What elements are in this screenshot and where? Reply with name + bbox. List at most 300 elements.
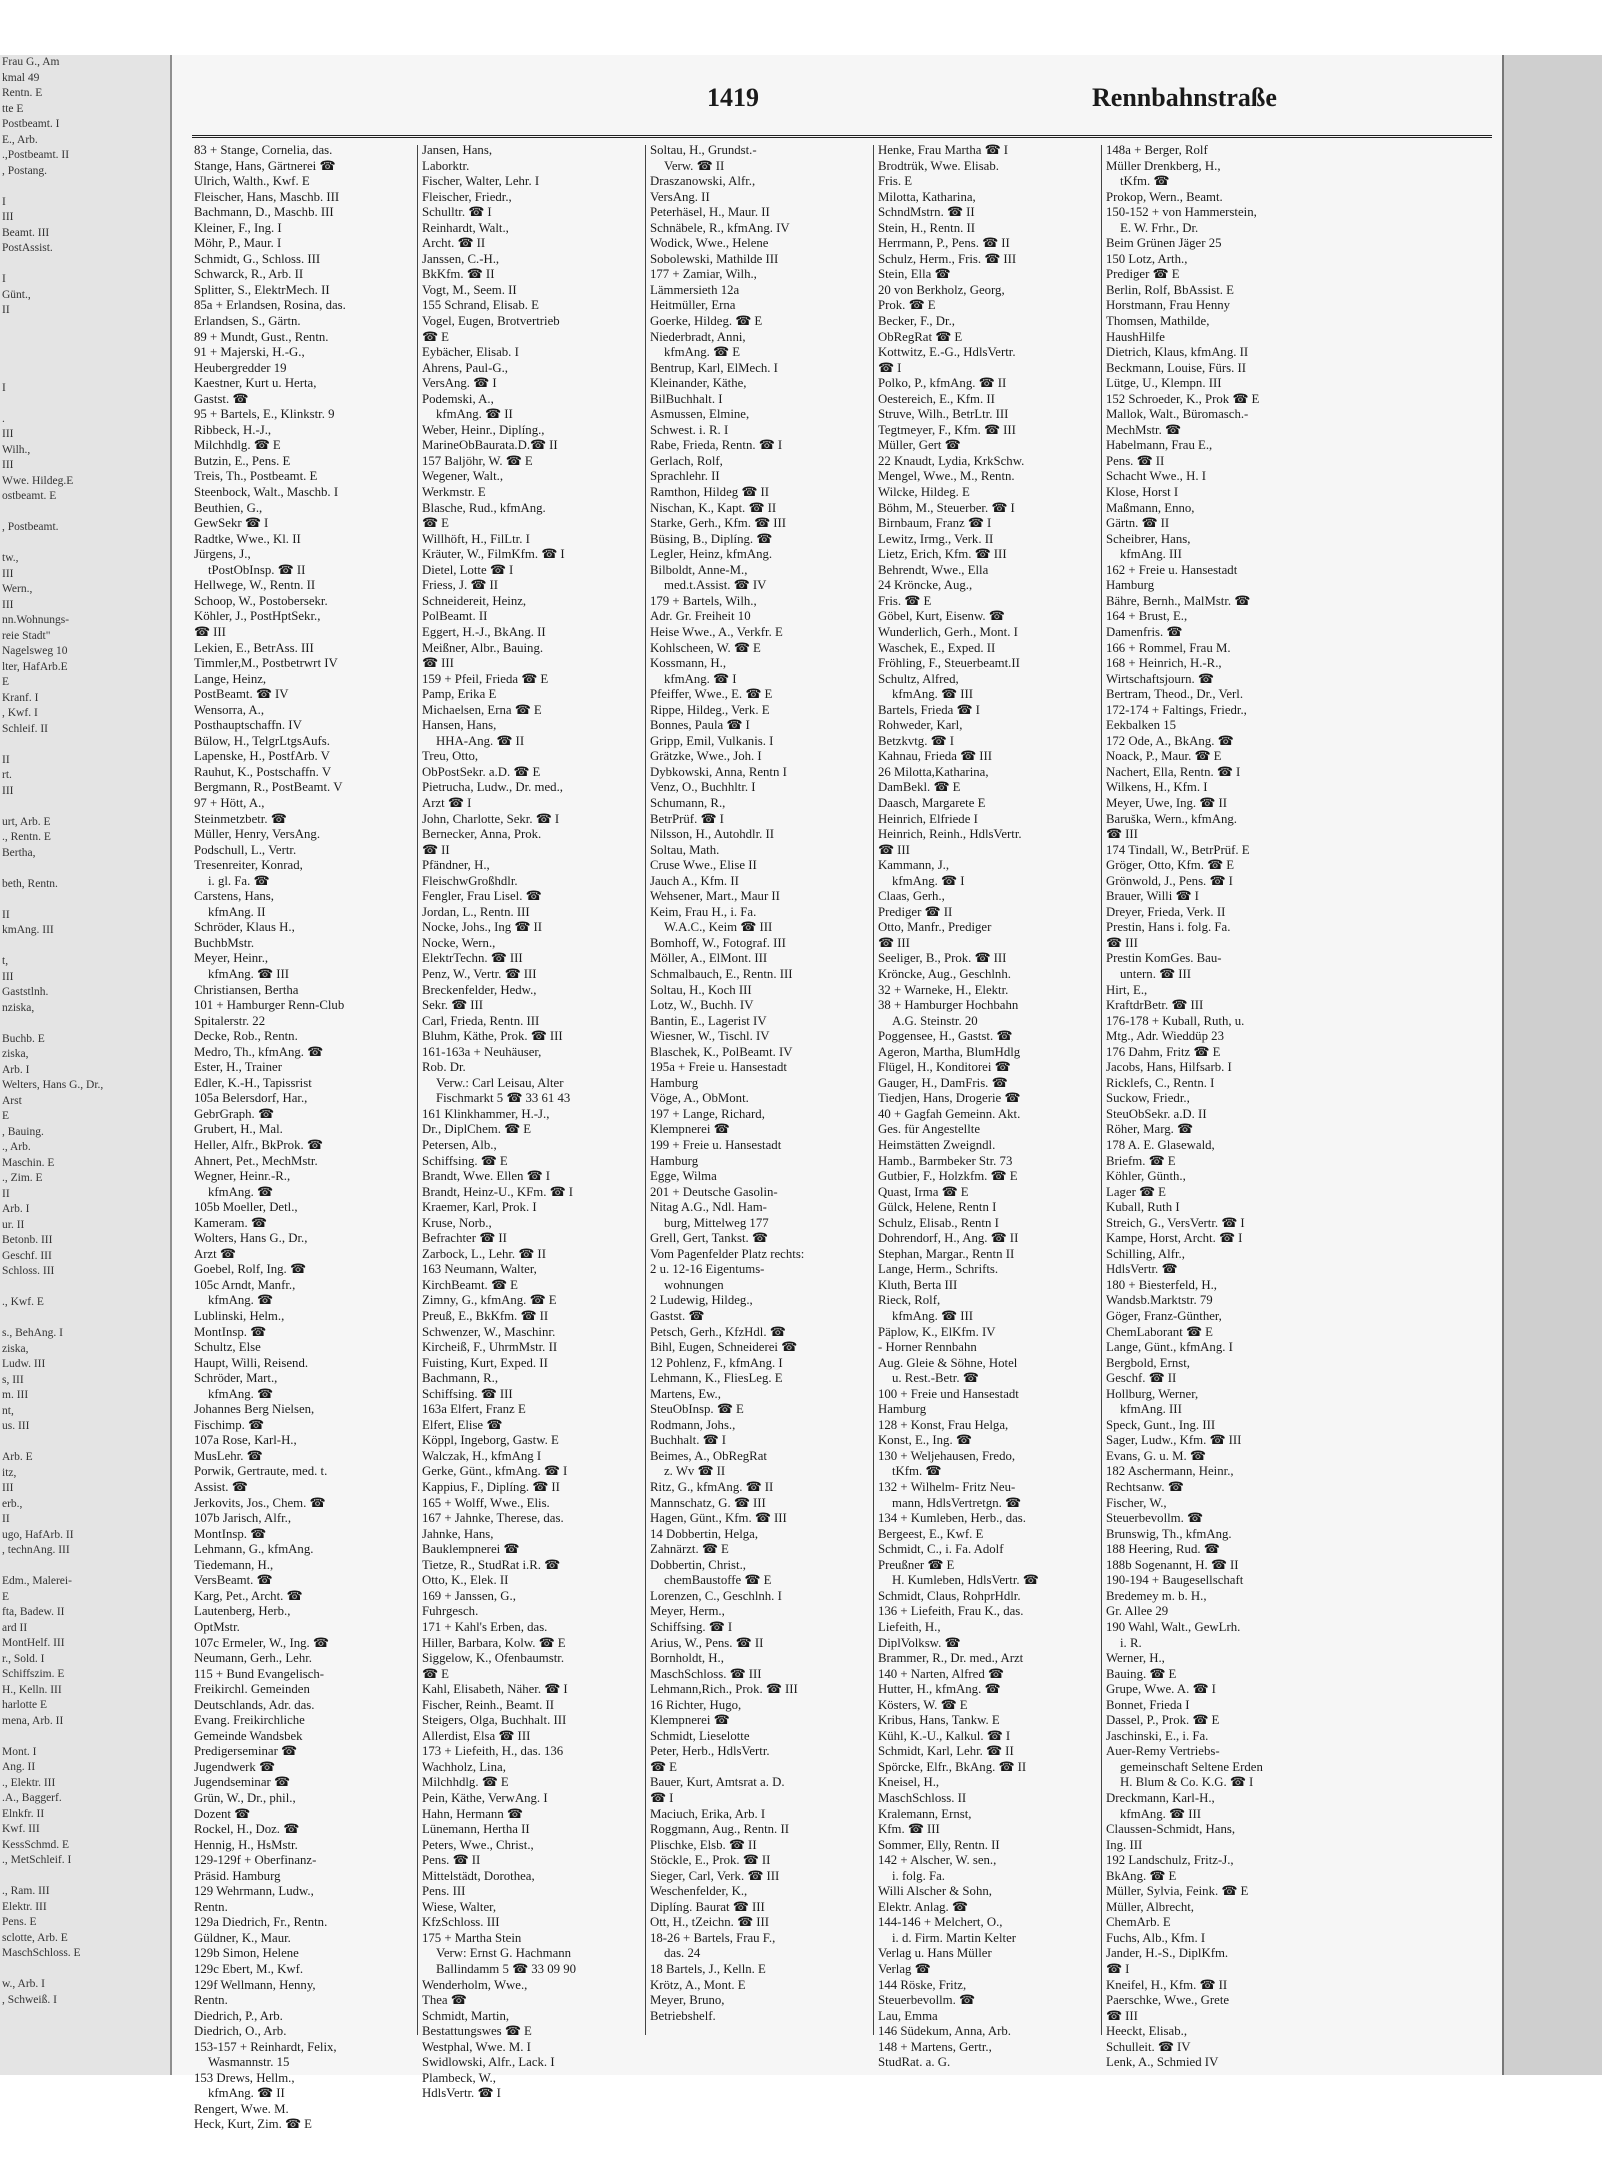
- directory-entry: 95 + Bartels, E., Klinkstr. 9: [194, 407, 335, 422]
- directory-entry: Stöckle, E., Prok. ☎ II: [650, 1853, 771, 1868]
- directory-entry: Heck, Kurt, Zim. ☎ E: [194, 2117, 312, 2132]
- directory-entry: Kleinander, Käthe,: [650, 376, 747, 391]
- directory-entry: Bauer, Kurt, Amtsrat a. D.: [650, 1775, 785, 1790]
- directory-entry: Prok. ☎ E: [878, 298, 936, 313]
- directory-entry: VersAng. ☎ I: [422, 376, 497, 391]
- book-edge: [1502, 55, 1602, 2075]
- directory-entry: Reinhardt, Walt.,: [422, 220, 509, 235]
- directory-entry: 152 Schroeder, K., Prok ☎ E: [1106, 391, 1260, 406]
- directory-entry: Scheibrer, Hans,: [1106, 531, 1191, 546]
- directory-entry: Böhm, M., Steuerber. ☎ I: [878, 500, 1015, 515]
- directory-entry: ObRegRat ☎ E: [878, 329, 963, 344]
- directory-entry: Hiller, Barbara, Kolw. ☎ E: [422, 1635, 566, 1650]
- directory-entry: Noack, P., Maur. ☎ E: [1106, 749, 1222, 764]
- directory-entry: Bilboldt, Anne-M.,: [650, 562, 748, 577]
- directory-entry: Jugendseminar ☎: [194, 1775, 290, 1790]
- left-page-line: s, III: [2, 1373, 24, 1386]
- left-page-line: [0, 350, 170, 366]
- directory-entry: Waschek, E., Exped. II: [878, 640, 996, 655]
- directory-entry: Butzin, E., Pens. E: [194, 453, 291, 468]
- directory-entry: Sekr. ☎ III: [422, 998, 484, 1013]
- directory-entry: FleischwGroßhdlr.: [422, 873, 518, 888]
- directory-entry: Köhler, Günth.,: [1106, 1169, 1186, 1184]
- directory-entry: 201 + Deutsche Gasolin-: [650, 1184, 778, 1199]
- directory-entry: Verlag u. Hans Müller: [878, 1946, 992, 1961]
- directory-entry: Streich, G., VersVertr. ☎ I: [1106, 1215, 1245, 1230]
- directory-entry: BuchbMstr.: [194, 935, 255, 950]
- directory-entry: Podemski, A.,: [422, 391, 494, 406]
- directory-entry: tKfm. ☎: [892, 1464, 942, 1479]
- directory-entry: Schnäbele, R., kfmAng. IV: [650, 220, 790, 235]
- directory-entry: Beimes, A., ObRegRat: [650, 1448, 767, 1463]
- left-page-line: kmal 49: [2, 71, 40, 84]
- directory-entry: Bertram, Theod., Dr., Verl.: [1106, 687, 1244, 702]
- directory-entry: Hamburg: [1106, 578, 1155, 593]
- directory-entry: 195a + Freie u. Hansestadt: [650, 1060, 787, 1075]
- directory-entry: W.A.C., Keim ☎ III: [664, 920, 773, 935]
- directory-entry: Behrendt, Wwe., Ella: [878, 562, 989, 577]
- directory-entry: Brandt, Heinz-U., KFm. ☎ I: [422, 1184, 573, 1199]
- directory-entry: Ribbeck, H.-J.,: [194, 422, 272, 437]
- directory-entry: Otto, Manfr., Prediger: [878, 920, 992, 935]
- directory-entry: 16 Richter, Hugo,: [650, 1697, 742, 1712]
- directory-entry: Haupt, Willi, Reisend.: [194, 1355, 309, 1370]
- directory-entry: Göger, Franz-Günther,: [1106, 1309, 1222, 1324]
- directory-entry: Pamp, Erika E: [422, 687, 497, 702]
- left-page-line: [0, 892, 170, 908]
- directory-entry: Heubergredder 19: [194, 360, 287, 375]
- directory-entry: Schmidt, Lieselotte: [650, 1728, 750, 1743]
- directory-entry: Fröhling, F., Steuerbeamt.II: [878, 656, 1020, 671]
- directory-entry: Sager, Ludw., Kfm. ☎ III: [1106, 1433, 1242, 1448]
- directory-entry: Wilkens, H., Kfm. I: [1106, 780, 1208, 795]
- directory-entry: Nachert, Ella, Rentn. ☎ I: [1106, 764, 1241, 779]
- left-page-line: I: [2, 195, 6, 208]
- directory-entry: Ageron, Martha, BlumHdlg: [878, 1044, 1021, 1059]
- directory-entry: Horstmann, Frau Henny: [1106, 298, 1231, 313]
- directory-entry: Sommer, Elly, Rentn. II: [878, 1837, 1000, 1852]
- directory-entry: PostBeamt. ☎ IV: [194, 687, 289, 702]
- directory-entry: Pietrucha, Ludw., Dr. med.,: [422, 780, 563, 795]
- directory-entry: Suckow, Friedr.,: [1106, 1091, 1190, 1106]
- directory-entry: GewSekr ☎ I: [194, 516, 269, 531]
- directory-entry: Schmidt, Martin,: [422, 2008, 510, 2023]
- directory-entry: Wenderholm, Wwe.,: [422, 1977, 528, 1992]
- directory-entry: Kneisel, H.,: [878, 1775, 940, 1790]
- directory-entry: Güldner, K., Maur.: [194, 1930, 291, 1945]
- directory-entry: Zahnärzt. ☎ E: [650, 1542, 729, 1557]
- left-page-line: Arb. I: [2, 1203, 30, 1215]
- directory-entry: Möller, A., ElMont. III: [650, 951, 768, 966]
- directory-entry: Arzt ☎: [194, 1246, 236, 1261]
- directory-entry: Struve, Wilh., BetrLtr. III: [878, 407, 1009, 422]
- directory-entry: 38 + Hamburger Hochbahn: [878, 998, 1019, 1013]
- directory-entry: Lütge, U., Klempn. III: [1106, 376, 1222, 391]
- left-page-line: [0, 1559, 170, 1575]
- directory-entry: Steuerbevollm. ☎: [878, 1993, 975, 2008]
- directory-entry: Dietel, Lotte ☎ I: [422, 562, 514, 577]
- directory-entry: Müller, Sylvia, Feink. ☎ E: [1106, 1884, 1249, 1899]
- directory-entry: Ramthon, Hildeg ☎ II: [650, 485, 770, 500]
- directory-entry: ☎ III: [422, 656, 454, 671]
- left-page-line: II: [2, 304, 10, 316]
- directory-entry: 171 + Kahl's Erben, das.: [422, 1619, 548, 1634]
- left-page-line: ostbeamt. E: [2, 490, 57, 502]
- directory-entry: Dohrendorf, H., Ang. ☎ II: [878, 1231, 1019, 1246]
- directory-entry: Elfert, Elise ☎: [422, 1417, 503, 1432]
- directory-entry: Bauklempnerei ☎: [422, 1542, 520, 1557]
- directory-entry: Grün, W., Dr., phil.,: [194, 1790, 296, 1805]
- directory-entry: Schiffsing. ☎ I: [650, 1619, 733, 1634]
- left-page-line: [0, 737, 170, 753]
- directory-entry: Schwest. i. R. I: [650, 422, 729, 437]
- directory-entry: Sprachlehr. II: [650, 469, 720, 484]
- directory-entry: Krötz, A., Mont. E: [650, 1977, 746, 1992]
- directory-entry: 172-174 + Faltings, Friedr.,: [1106, 702, 1247, 717]
- left-page-line: [0, 257, 170, 273]
- directory-entry: Dietrich, Klaus, kfmAng. II: [1106, 345, 1249, 360]
- directory-entry: Vom Pagenfelder Platz rechts:: [650, 1246, 805, 1261]
- directory-entry: Legler, Heinz, kfmAng.: [650, 547, 773, 562]
- left-page-line: ziska,: [2, 1048, 29, 1060]
- directory-entry: Mallok, Walt., Büromasch.-: [1106, 407, 1249, 422]
- left-page-line: [0, 1280, 170, 1296]
- directory-entry: Kühl, K.-U., Kalkul. ☎ I: [878, 1728, 1011, 1743]
- directory-entry: Vogt, M., Seem. II: [422, 282, 517, 297]
- directory-entry: Jauch A., Kfm. II: [650, 873, 739, 888]
- left-page-line: itz,: [2, 1466, 17, 1479]
- directory-entry: Verw. ☎ II: [664, 158, 725, 173]
- directory-entry: Bornholdt, H.,: [650, 1651, 724, 1666]
- directory-entry: Martens, Ew.,: [650, 1386, 721, 1401]
- directory-entry: Maciuch, Erika, Arb. I: [650, 1806, 766, 1821]
- left-page-line: E: [2, 676, 10, 688]
- directory-entry: Weschenfelder, K.,: [650, 1884, 748, 1899]
- directory-entry: Kameram. ☎: [194, 1215, 267, 1230]
- directory-entry: Heinrich, Reinh., HdlsVertr.: [878, 827, 1022, 842]
- directory-entry: Wilcke, Hildeg. E: [878, 485, 970, 500]
- left-page-line: w., Arb. I: [2, 1978, 46, 1990]
- directory-entry: Bachmann, D., Maschb. III: [194, 205, 334, 220]
- directory-entry: 129b Simon, Helene: [194, 1946, 299, 1961]
- directory-entry: Soltau, H., Grundst.-: [650, 143, 757, 157]
- left-page-line: beth, Rentn.: [2, 877, 58, 890]
- directory-entry: HHA-Ang. ☎ II: [436, 733, 525, 748]
- directory-entry: Stephan, Margar., Rentn II: [878, 1246, 1015, 1261]
- directory-entry: Gastst. ☎: [650, 1309, 705, 1324]
- left-page-line: mena, Arb. II: [2, 1714, 64, 1727]
- directory-entry: 144-146 + Melchert, O.,: [878, 1915, 1003, 1930]
- directory-entry: Preußner ☎ E: [878, 1557, 955, 1572]
- directory-entry: 176 Dahm, Fritz ☎ E: [1106, 1044, 1221, 1059]
- directory-entry: 12 Pohlenz, F., kfmAng. I: [650, 1355, 783, 1370]
- directory-entry: Beim Grünen Jäger 25: [1106, 236, 1222, 251]
- directory-entry: 107b Jarisch, Alfr.,: [194, 1511, 292, 1526]
- directory-entry: Rauhut, K., Postschaffn. V: [194, 764, 332, 779]
- directory-entry: John, Charlotte, Sekr. ☎ I: [422, 811, 560, 826]
- directory-entry: das. 24: [664, 1946, 701, 1961]
- left-page-line: fta, Badew. II: [2, 1606, 65, 1618]
- directory-entry: Steuerbevollm. ☎: [1106, 1511, 1203, 1526]
- directory-entry: Schiffsing. ☎ E: [422, 1153, 508, 1168]
- directory-entry: Hennig, H., HsMstr.: [194, 1837, 298, 1852]
- directory-entry: Hamburg: [650, 1075, 699, 1090]
- header-rule: [192, 135, 1492, 138]
- directory-entry: Meißner, Albr., Bauing.: [422, 640, 544, 655]
- directory-entry: Daasch, Margarete E: [878, 795, 986, 810]
- left-page-line: KessSchmd. E: [2, 1838, 70, 1851]
- directory-entry: 180 + Biesterfeld, H.,: [1106, 1277, 1217, 1292]
- directory-entry: Schulleit. ☎ IV: [1106, 2039, 1191, 2054]
- left-page-line: nn.Wohnungs-: [2, 614, 70, 626]
- directory-entry: 105c Arndt, Manfr.,: [194, 1277, 296, 1292]
- directory-entry: Gauger, H., DamFris. ☎: [878, 1075, 1008, 1090]
- directory-entry: 142 + Alscher, W. sen.,: [878, 1853, 997, 1868]
- directory-entry: 129f Wellmann, Henny,: [194, 1977, 316, 1992]
- directory-entry: Meyer, Uwe, Ing. ☎ II: [1106, 795, 1227, 810]
- directory-entry: Kfm. ☎ III: [878, 1822, 940, 1837]
- left-page-line: E: [2, 1110, 10, 1122]
- directory-entry: 157 Baljöhr, W. ☎ E: [422, 453, 533, 468]
- directory-entry: MontInsp. ☎: [194, 1324, 267, 1339]
- directory-entry: 100 + Freie und Hansestadt: [878, 1386, 1019, 1401]
- left-page-line: Welters, Hans G., Dr.,: [2, 1079, 104, 1091]
- directory-entry: Edler, K.-H., Tapissrist: [194, 1075, 312, 1090]
- directory-entry: 148 + Martens, Gertr.,: [878, 2039, 992, 2054]
- directory-entry: ☎ I: [650, 1790, 674, 1805]
- directory-entry: Pens. III: [422, 1884, 466, 1899]
- directory-entry: Lünemann, Hertha II: [422, 1822, 530, 1837]
- directory-entry: Wehsener, Mart., Maur II: [650, 889, 780, 904]
- directory-entry: Pfeiffer, Wwe., E. ☎ E: [650, 687, 773, 702]
- directory-entry: Michaelsen, Erna ☎ E: [422, 702, 542, 717]
- directory-entry: 85a + Erlandsen, Rosina, das.: [194, 298, 346, 313]
- directory-entry: Ester, H., Trainer: [194, 1060, 282, 1075]
- directory-entry: Klempnerei ☎: [650, 1122, 730, 1137]
- directory-entry: Brammer, R., Dr. med., Arzt: [878, 1651, 1024, 1666]
- directory-entry: Beuthien, G.,: [194, 500, 263, 515]
- left-page-line: r., Sold. I: [2, 1652, 45, 1665]
- directory-entry: Lenk, A., Schmied IV: [1106, 2055, 1219, 2070]
- directory-entry: 128 + Konst, Frau Helga,: [878, 1417, 1009, 1432]
- directory-entry: Wolters, Hans G., Dr.,: [194, 1231, 308, 1246]
- directory-entry: Befrachter ☎ II: [422, 1231, 507, 1246]
- directory-entry: Egge, Wilma: [650, 1169, 717, 1184]
- left-page-line: Ludw. III: [2, 1358, 46, 1370]
- directory-entry: Tiedemann, H.,: [194, 1557, 274, 1572]
- directory-entry: Heise Wwe., A., Verkfr. E: [650, 624, 783, 639]
- left-page-line: [0, 1435, 170, 1451]
- left-page-line: II: [2, 908, 10, 921]
- directory-entry: Eekbalken 15: [1106, 718, 1177, 733]
- directory-entry: Mannschatz, G. ☎ III: [650, 1495, 766, 1510]
- directory-entry: Lotz, W., Buchh. IV: [650, 998, 754, 1013]
- directory-entry: Schulz, Herm., Fris. ☎ III: [878, 251, 1017, 266]
- directory-entry: Werkmstr. E: [422, 485, 486, 500]
- directory-entry: ☎ III: [1106, 2008, 1138, 2023]
- directory-entry: Verw.: Carl Leisau, Alter: [436, 1075, 564, 1090]
- directory-entry: Peter, Herb., HdlsVertr.: [650, 1744, 770, 1759]
- left-page-line: Kwf. III: [2, 1823, 40, 1835]
- directory-entry: Lublinski, Helm.,: [194, 1309, 285, 1324]
- directory-entry: Wegner, Heinr.-R.,: [194, 1169, 291, 1184]
- left-page-line: ard II: [2, 1621, 28, 1634]
- directory-entry: Janssen, C.-H.,: [422, 251, 500, 266]
- directory-entry: tPostObInsp. ☎ II: [208, 562, 306, 577]
- directory-entry: Müller, Albrecht,: [1106, 1899, 1194, 1914]
- directory-entry: Gerlach, Rolf,: [650, 453, 723, 468]
- directory-entry: Müller Drenkberg, H.,: [1106, 158, 1221, 173]
- directory-entry: 136 + Liefeith, Frau K., das.: [878, 1604, 1024, 1619]
- directory-entry: Schneidereit, Heinz,: [422, 593, 527, 608]
- directory-entry: 130 + Weljehausen, Fredo,: [878, 1448, 1016, 1463]
- directory-entry: Assist. ☎: [194, 1480, 248, 1495]
- directory-entry: Christiansen, Bertha: [194, 982, 299, 997]
- directory-entry: Lautenberg, Herb.,: [194, 1604, 291, 1619]
- directory-entry: Splitter, S., ElektrMech. II: [194, 282, 330, 297]
- directory-entry: Penz, W., Vertr. ☎ III: [422, 966, 537, 981]
- directory-entry: burg, Mittelweg 177: [664, 1215, 769, 1230]
- directory-entry: 163 Neumann, Walter,: [422, 1262, 537, 1277]
- directory-entry: Hellwege, W., Rentn. II: [194, 578, 316, 593]
- directory-entry: Bonnes, Paula ☎ I: [650, 718, 750, 733]
- directory-entry: Bihl, Eugen, Schneiderei ☎: [650, 1340, 798, 1355]
- directory-entry: 2 Ludewig, Hildeg.,: [650, 1293, 753, 1308]
- directory-entry: 144 Röske, Fritz,: [878, 1977, 967, 1992]
- directory-entry: Adr. Gr. Freiheit 10: [650, 609, 751, 624]
- directory-entry: 150-152 + von Hammerstein,: [1106, 205, 1257, 220]
- directory-entry: Kampe, Horst, Archt. ☎ I: [1106, 1231, 1243, 1246]
- directory-entry: Pfändner, H.,: [422, 858, 490, 873]
- left-page-line: Frau G., Am: [2, 56, 60, 68]
- directory-entry: Becker, F., Dr.,: [878, 314, 956, 329]
- directory-entry: Fleischer, Hans, Maschb. III: [194, 189, 340, 204]
- directory-entry: HdlsVertr. ☎ I: [422, 2086, 501, 2101]
- directory-entry: 179 + Bartels, Wilh.,: [650, 593, 757, 608]
- directory-entry: Dreckmann, Karl-H.,: [1106, 1790, 1215, 1805]
- directory-entry: Hamburg: [650, 1153, 699, 1168]
- directory-entry: Treu, Otto,: [422, 749, 479, 764]
- directory-entry: Jander, H.-S., DiplKfm.: [1106, 1946, 1229, 1961]
- directory-entry: Wodick, Wwe., Helene: [650, 236, 769, 251]
- directory-entry: Schultz, Alfred,: [878, 671, 959, 686]
- left-page-line: I: [2, 273, 6, 285]
- directory-entry: Gr. Allee 29: [1106, 1604, 1169, 1619]
- directory-entry: Steenbock, Walt., Maschb. I: [194, 485, 339, 500]
- left-page-line: Maschin. E: [2, 1156, 55, 1169]
- directory-entry: 134 + Kumleben, Herb., das.: [878, 1511, 1026, 1526]
- directory-entry: ElektrTechn. ☎ III: [422, 951, 523, 966]
- column-divider: [645, 145, 646, 2035]
- directory-entry: 165 + Wolff, Wwe., Elis.: [422, 1495, 550, 1510]
- directory-entry: Rieck, Rolf,: [878, 1293, 941, 1308]
- directory-entry: 161 Klinkhammer, H.-J.,: [422, 1106, 550, 1121]
- directory-entry: 89 + Mundt, Gust., Rentn.: [194, 329, 329, 344]
- directory-entry: Hutter, H., kfmAng. ☎: [878, 1682, 1001, 1697]
- directory-entry: Göbel, Kurt, Eisenw. ☎: [878, 609, 1005, 624]
- left-page-fragment: [0, 55, 172, 2075]
- left-page-line: sclotte, Arb. E: [2, 1931, 68, 1944]
- directory-entry: Schröder, Klaus H.,: [194, 920, 295, 935]
- directory-entry: - Horner Rennbahn: [878, 1340, 977, 1355]
- directory-entry: Heeckt, Elisab.,: [1106, 2024, 1188, 2039]
- directory-entry: Erlandsen, S., Gärtn.: [194, 314, 301, 329]
- directory-entry: Kahnau, Frieda ☎ III: [878, 749, 993, 764]
- directory-entry: Milchhdlg. ☎ E: [194, 438, 281, 453]
- directory-entry: Laborktr.: [422, 158, 470, 173]
- directory-entry: Lehmann, K., FliesLeg. E: [650, 1371, 783, 1386]
- directory-entry: Wandsb.Marktstr. 79: [1106, 1293, 1213, 1308]
- left-page-line: MaschSchloss. E: [2, 1947, 81, 1959]
- directory-entry: BilBuchhalt. I: [650, 391, 723, 406]
- directory-entry: Schiffsing. ☎ III: [422, 1386, 513, 1401]
- directory-entry: 177 + Zamiar, Wilh.,: [650, 267, 757, 282]
- left-page-line: [0, 799, 170, 815]
- left-page-line: m. III: [2, 1389, 29, 1401]
- left-page-line: H., Kelln. III: [2, 1683, 62, 1696]
- directory-entry: Aug. Gleie & Söhne, Hotel: [878, 1355, 1018, 1370]
- left-page-line: II: [2, 1187, 10, 1200]
- directory-entry: Schmidt, G., Schloss. III: [194, 251, 321, 266]
- directory-entry: Medro, Th., kfmAng. ☎: [194, 1044, 324, 1059]
- directory-entry: kfmAng. ☎ I: [664, 671, 737, 686]
- left-page-line: Arb. E: [2, 1451, 33, 1463]
- left-page-line: us. III: [2, 1420, 30, 1432]
- left-page-line: Gaststlnh.: [2, 986, 49, 998]
- directory-entry: Jerkovits, Jos., Chem. ☎: [194, 1495, 326, 1510]
- directory-entry: Betzkvtg. ☎ I: [878, 733, 955, 748]
- left-page-line: reie Stadt": [2, 629, 51, 642]
- directory-entry: Eggert, H.-J., BkAng. II: [422, 624, 546, 639]
- directory-entry: Schröder, Mart.,: [194, 1371, 278, 1386]
- directory-entry: Zarbock, L., Lehr. ☎ II: [422, 1246, 546, 1261]
- left-page-line: , technAng. III: [2, 1544, 70, 1556]
- directory-entry: Hagen, Günt., Kfm. ☎ III: [650, 1511, 787, 1526]
- left-page-line: [0, 179, 170, 195]
- directory-entry: 192 Landschulz, Fritz-J.,: [1106, 1853, 1234, 1868]
- column-divider: [873, 145, 874, 2035]
- directory-entry: Schmidt, Karl, Lehr. ☎ II: [878, 1744, 1014, 1759]
- directory-entry: Verlag ☎: [878, 1961, 931, 1976]
- directory-entry: Dybkowski, Anna, Rentn I: [650, 764, 787, 779]
- directory-entry: Peters, Wwe., Christ.,: [422, 1837, 534, 1852]
- directory-entry: Allerdist, Elsa ☎ III: [422, 1728, 531, 1743]
- column-1: [194, 143, 412, 2132]
- column-divider: [1101, 145, 1102, 2035]
- directory-entry: Klose, Horst I: [1106, 485, 1179, 500]
- directory-entry: Gülck, Helene, Rentn I: [878, 1200, 997, 1215]
- left-page-line: rt.: [2, 769, 12, 781]
- directory-entry: GebrGraph. ☎: [194, 1106, 274, 1121]
- directory-entry: kfmAng. III: [1120, 547, 1182, 562]
- directory-entry: kfmAng. ☎: [208, 1386, 273, 1401]
- directory-entry: Petsch, Gerh., KfzHdl. ☎: [650, 1324, 786, 1339]
- directory-entry: Prediger ☎ II: [878, 904, 953, 919]
- directory-entry: Bartels, Frieda ☎ I: [878, 702, 980, 717]
- directory-entry: Dr., DiplChem. ☎ E: [422, 1122, 532, 1137]
- left-page-line: Betonb. III: [2, 1234, 53, 1246]
- directory-entry: u. Rest.-Betr. ☎: [892, 1371, 979, 1386]
- left-page-line: , Postbeamt.: [2, 521, 59, 533]
- left-page-line: III: [2, 567, 14, 580]
- left-page-line: [0, 1729, 170, 1745]
- directory-entry: kfmAng. ☎ E: [664, 345, 741, 360]
- directory-entry: 169 + Janssen, G.,: [422, 1588, 516, 1603]
- directory-entry: Bestattungswes ☎ E: [422, 2024, 532, 2039]
- directory-entry: untern. ☎ III: [1120, 966, 1192, 981]
- directory-entry: 132 + Wilhelm- Fritz Neu-: [878, 1480, 1016, 1495]
- directory-entry: Kösters, W. ☎ E: [878, 1697, 968, 1712]
